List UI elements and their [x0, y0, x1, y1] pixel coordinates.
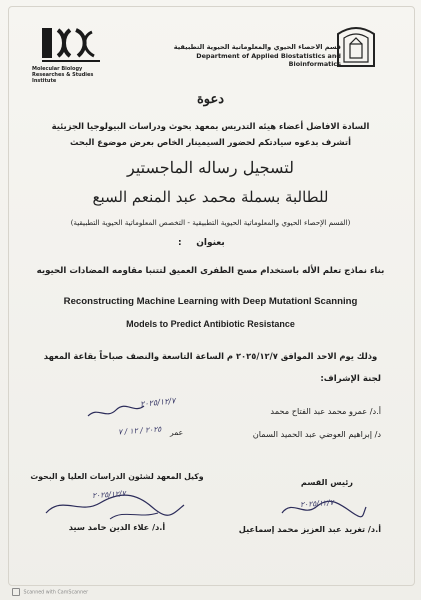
thesis-title-en-2: Models to Predict Antibiotic Resistance [126, 319, 295, 329]
thesis-title-en-1: Reconstructing Machine Learning with Deep Mutationl Scanning [63, 296, 358, 307]
department-specialty: (القسم الإحصاء الحيوي والمعلوماتية الحيوية التطبيقية - التخصص المعلوماتية الحيوية التطبيقية) [70, 218, 351, 227]
committee-member-2: د/ إبراهيم العوضي عبد الحميد السمان [252, 429, 381, 439]
institute-name-en: Molecular Biology Researches & Studies Institute [32, 66, 94, 84]
signature-1-icon [86, 402, 146, 422]
department-head-date: ٢٠٢٥/١٢/٧ [299, 497, 334, 510]
committee-member-1: أ.د/ عمرو محمد عبد الفتاح محمد [270, 406, 381, 416]
department-name-en-2: Bioinformatics [288, 60, 341, 68]
department-name-en-1: Department of Applied Biostatistics and [196, 52, 341, 60]
thesis-registration-title: لتسجيل رساله الماجستير [127, 158, 294, 177]
invitation-line-1: السادة الافاضل أعضاء هيئه التدريس بمعهد بحوث ودراسات البيولوجيا الجزيئية [51, 121, 370, 131]
department-head-title: رئيس القسم [300, 477, 353, 487]
vice-dean-name: أ.د/ علاء الدين حامد سيد [68, 522, 166, 532]
committee-label: لجنة الإشراف: [320, 374, 381, 384]
committee-member-2-mark: عمر [170, 428, 184, 437]
dna-logo-icon [36, 24, 108, 66]
handwritten-date-2: ٢٠٢٥ / ١٢ / ٧ [117, 424, 162, 437]
invitation-heading: دعوة [196, 92, 225, 107]
scanner-watermark [12, 588, 88, 596]
thesis-title-ar: بناء نماذج تعلم الأله باستخدام مسح الطفرى العميق لتتنبا مقاومه المضادات الحيويه [36, 266, 385, 276]
scanner-text: Scanned with CamScanner [23, 590, 89, 596]
title-label-colon: : [178, 238, 182, 248]
seminar-date-line: وذلك يوم الاحد الموافق ٢٠٢٥/١٢/٧ م الساعة التاسعة والنصف صباحاً بقاعة المعهد [43, 351, 378, 361]
committee-label-text: لجنة الإشراف [323, 374, 381, 384]
student-name: للطالبة بسملة محمد عبد المنعم السبع [92, 188, 329, 206]
institute-logo [36, 24, 108, 66]
title-label: بعنوان [196, 238, 225, 248]
vice-dean-title: وكيل المعهد لشئون الدراسات العليا و البحوث [30, 472, 204, 481]
invitation-line-2: أتشرف بدعوه سيادتكم لحضور السيمينار الخاص بعرض موضوع البحث [70, 137, 351, 147]
camscanner-icon [12, 588, 20, 596]
department-head-name: أ.د/ تغريد عبد العزيز محمد إسماعيل [238, 524, 381, 534]
vice-dean-date: ٢٠٢٥/١٢/٧ [91, 488, 126, 501]
handwritten-date-1: ٢٠٢٥/١٢/٧ [139, 396, 176, 409]
department-name-ar: قسم الاحصاء الحيوي والمعلوماتية الحيوية التطبيقية [173, 43, 341, 51]
